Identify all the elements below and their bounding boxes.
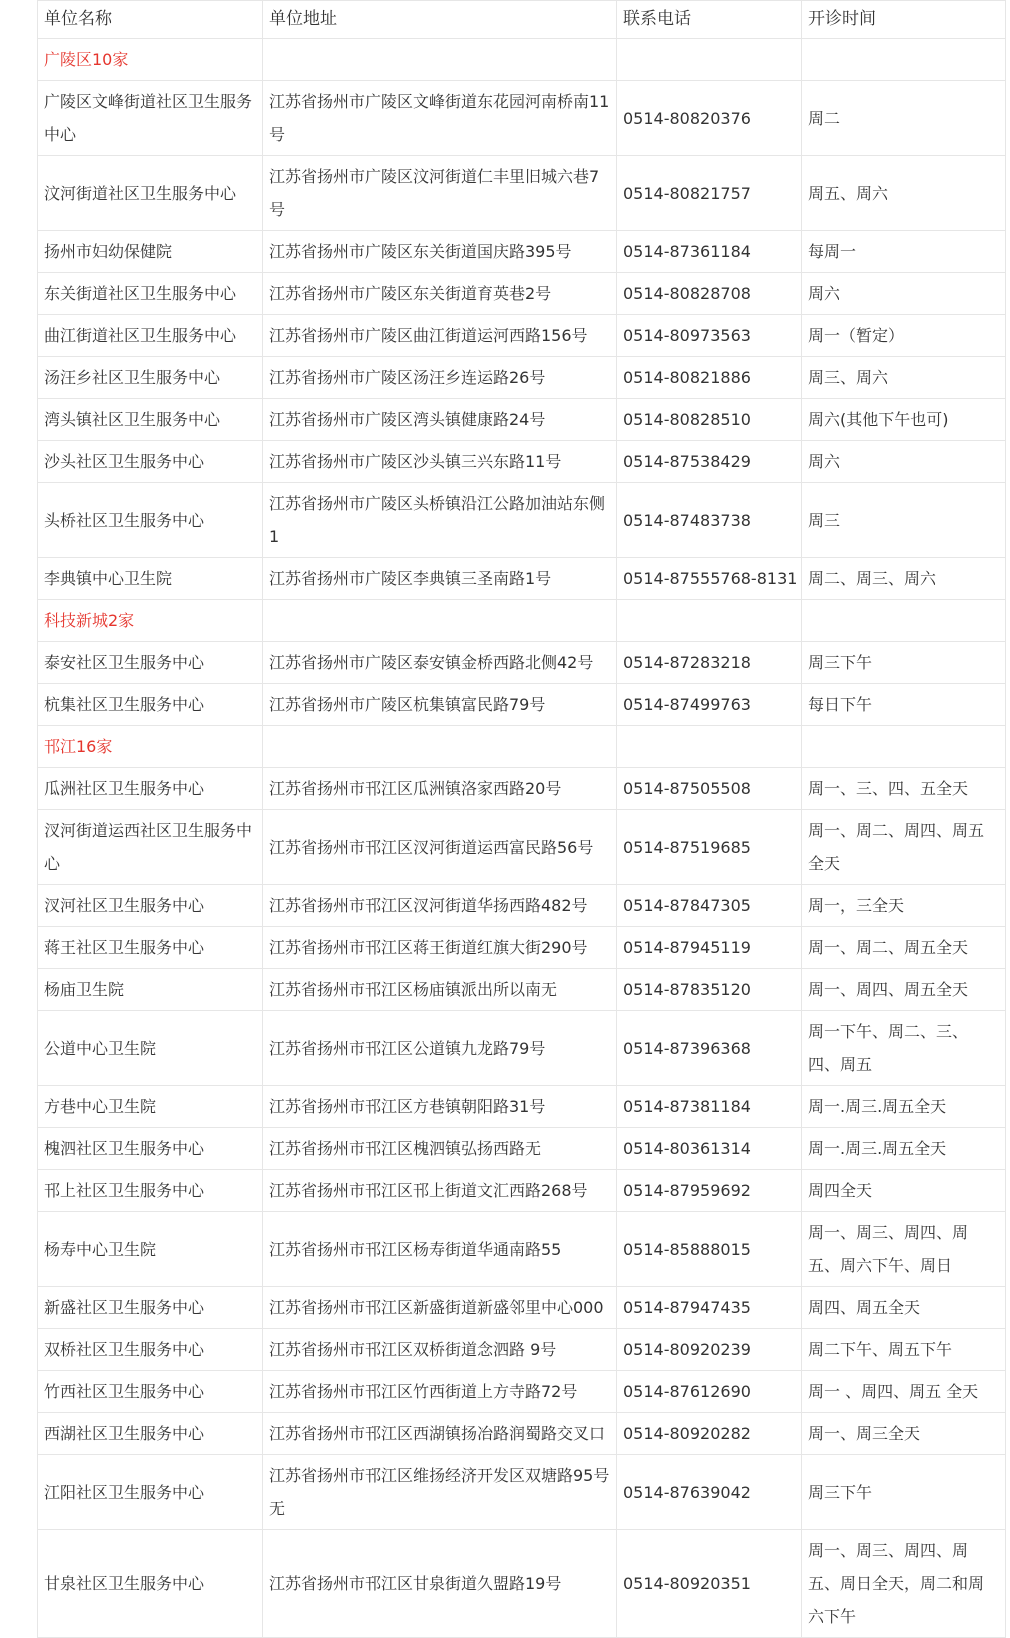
table-row: [38, 399, 1006, 441]
opening-hours-cell: 周一（暂定）: [802, 315, 1006, 357]
phone-cell: 0514-85888015: [617, 1212, 802, 1287]
table-row: [38, 1287, 1006, 1329]
unit-address-cell: 江苏省扬州市邗江区邗上街道文汇西路268号: [263, 1170, 617, 1212]
opening-hours-cell: 周六: [802, 441, 1006, 483]
unit-name-cell: 汊河街道运西社区卫生服务中心: [38, 810, 263, 885]
phone-cell: 0514-87505508: [617, 768, 802, 810]
phone-cell: 0514-80821757: [617, 156, 802, 231]
district-label: 邗江16家: [38, 726, 263, 768]
unit-address-cell: 江苏省扬州市邗江区维扬经济开发区双塘路95号无: [263, 1455, 617, 1530]
unit-address-cell: 江苏省扬州市邗江区蒋王街道红旗大街290号: [263, 927, 617, 969]
phone-cell: 0514-87945119: [617, 927, 802, 969]
table-row: [38, 684, 1006, 726]
district-row: [38, 39, 1006, 81]
unit-address-cell: 江苏省扬州市广陵区泰安镇金桥西路北侧42号: [263, 642, 617, 684]
phone-cell: 0514-87612690: [617, 1371, 802, 1413]
unit-name-cell: 竹西社区卫生服务中心: [38, 1371, 263, 1413]
unit-name-cell: 杭集社区卫生服务中心: [38, 684, 263, 726]
opening-hours-cell: 周六(其他下午也可): [802, 399, 1006, 441]
unit-name-cell: 瓜洲社区卫生服务中心: [38, 768, 263, 810]
table-row: [38, 1212, 1006, 1287]
opening-hours-cell: 周一.周三.周五全天: [802, 1128, 1006, 1170]
phone-cell: 0514-87361184: [617, 231, 802, 273]
phone-cell: 0514-87847305: [617, 885, 802, 927]
unit-name-cell: 邗上社区卫生服务中心: [38, 1170, 263, 1212]
district-row: [38, 726, 1006, 768]
unit-address-cell: 江苏省扬州市邗江区西湖镇扬冶路润蜀路交叉口: [263, 1413, 617, 1455]
table-body: [38, 39, 1006, 1638]
table-row: [38, 1530, 1006, 1638]
opening-hours-cell: 周三、周六: [802, 357, 1006, 399]
unit-name-cell: 槐泗社区卫生服务中心: [38, 1128, 263, 1170]
unit-name-cell: 新盛社区卫生服务中心: [38, 1287, 263, 1329]
unit-address-cell: 江苏省扬州市广陵区汤汪乡连运路26号: [263, 357, 617, 399]
unit-name-cell: 湾头镇社区卫生服务中心: [38, 399, 263, 441]
opening-hours-cell: 周四全天: [802, 1170, 1006, 1212]
opening-hours-cell: 周二: [802, 81, 1006, 156]
phone-cell: 0514-80973563: [617, 315, 802, 357]
table-row: [38, 315, 1006, 357]
empty-cell: [263, 39, 617, 81]
opening-hours-cell: 周一、周三、周四、周五、周日全天，周二和周六下午: [802, 1530, 1006, 1638]
opening-hours-cell: 周一 、周四、周五 全天: [802, 1371, 1006, 1413]
table-row: [38, 1170, 1006, 1212]
unit-address-cell: 江苏省扬州市邗江区甘泉街道久盟路19号: [263, 1530, 617, 1638]
opening-hours-cell: 周二下午、周五下午: [802, 1329, 1006, 1371]
unit-address-cell: 江苏省扬州市广陵区沙头镇三兴东路11号: [263, 441, 617, 483]
header-address: 单位地址: [263, 1, 617, 39]
unit-name-cell: 东关街道社区卫生服务中心: [38, 273, 263, 315]
table-row: [38, 969, 1006, 1011]
opening-hours-cell: 周五、周六: [802, 156, 1006, 231]
clinic-table-container: [37, 0, 1005, 1638]
unit-address-cell: 江苏省扬州市广陵区东关街道育英巷2号: [263, 273, 617, 315]
table-row: [38, 273, 1006, 315]
unit-name-cell: 杨寿中心卫生院: [38, 1212, 263, 1287]
phone-cell: 0514-80920282: [617, 1413, 802, 1455]
table-row: [38, 156, 1006, 231]
table-row: [38, 231, 1006, 273]
opening-hours-cell: 周一下午、周二、三、四、周五: [802, 1011, 1006, 1086]
empty-cell: [802, 600, 1006, 642]
opening-hours-cell: 周三下午: [802, 1455, 1006, 1530]
table-row: [38, 642, 1006, 684]
unit-address-cell: 江苏省扬州市邗江区瓜洲镇洛家西路20号: [263, 768, 617, 810]
unit-name-cell: 头桥社区卫生服务中心: [38, 483, 263, 558]
phone-cell: 0514-87483738: [617, 483, 802, 558]
unit-name-cell: 汤汪乡社区卫生服务中心: [38, 357, 263, 399]
table-row: [38, 1128, 1006, 1170]
unit-name-cell: 泰安社区卫生服务中心: [38, 642, 263, 684]
table-row: [38, 885, 1006, 927]
unit-name-cell: 公道中心卫生院: [38, 1011, 263, 1086]
district-label: 广陵区10家: [38, 39, 263, 81]
table-row: [38, 927, 1006, 969]
header-phone: 联系电话: [617, 1, 802, 39]
table-row: [38, 1329, 1006, 1371]
table-row: [38, 483, 1006, 558]
header-name: 单位名称: [38, 1, 263, 39]
unit-address-cell: 江苏省扬州市邗江区公道镇九龙路79号: [263, 1011, 617, 1086]
opening-hours-cell: 周三: [802, 483, 1006, 558]
unit-address-cell: 江苏省扬州市广陵区头桥镇沿江公路加油站东侧1: [263, 483, 617, 558]
unit-address-cell: 江苏省扬州市广陵区汶河街道仁丰里旧城六巷7号: [263, 156, 617, 231]
unit-name-cell: 李典镇中心卫生院: [38, 558, 263, 600]
header-hours: 开诊时间: [802, 1, 1006, 39]
opening-hours-cell: 周一、周三全天: [802, 1413, 1006, 1455]
opening-hours-cell: 每日下午: [802, 684, 1006, 726]
empty-cell: [617, 726, 802, 768]
unit-name-cell: 杨庙卫生院: [38, 969, 263, 1011]
unit-name-cell: 江阳社区卫生服务中心: [38, 1455, 263, 1530]
opening-hours-cell: 周二、周三、周六: [802, 558, 1006, 600]
unit-name-cell: 双桥社区卫生服务中心: [38, 1329, 263, 1371]
opening-hours-cell: 周一、周四、周五全天: [802, 969, 1006, 1011]
unit-address-cell: 江苏省扬州市邗江区汊河街道华扬西路482号: [263, 885, 617, 927]
phone-cell: 0514-87555768-8131: [617, 558, 802, 600]
unit-address-cell: 江苏省扬州市邗江区汊河街道运西富民路56号: [263, 810, 617, 885]
opening-hours-cell: 周三下午: [802, 642, 1006, 684]
table-row: [38, 441, 1006, 483]
table-row: [38, 1455, 1006, 1530]
phone-cell: 0514-87519685: [617, 810, 802, 885]
clinic-table: [37, 0, 1006, 1638]
unit-address-cell: 江苏省扬州市邗江区方巷镇朝阳路31号: [263, 1086, 617, 1128]
phone-cell: 0514-80828510: [617, 399, 802, 441]
phone-cell: 0514-87538429: [617, 441, 802, 483]
unit-name-cell: 沙头社区卫生服务中心: [38, 441, 263, 483]
unit-name-cell: 汊河社区卫生服务中心: [38, 885, 263, 927]
phone-cell: 0514-80361314: [617, 1128, 802, 1170]
unit-address-cell: 江苏省扬州市邗江区杨庙镇派出所以南无: [263, 969, 617, 1011]
table-row: [38, 1011, 1006, 1086]
table-row: [38, 768, 1006, 810]
opening-hours-cell: 每周一: [802, 231, 1006, 273]
phone-cell: 0514-87947435: [617, 1287, 802, 1329]
opening-hours-cell: 周四、周五全天: [802, 1287, 1006, 1329]
unit-name-cell: 广陵区文峰街道社区卫生服务中心: [38, 81, 263, 156]
table-row: [38, 1086, 1006, 1128]
unit-address-cell: 江苏省扬州市广陵区杭集镇富民路79号: [263, 684, 617, 726]
phone-cell: 0514-87381184: [617, 1086, 802, 1128]
unit-address-cell: 江苏省扬州市广陵区曲江街道运河西路156号: [263, 315, 617, 357]
unit-address-cell: 江苏省扬州市广陵区文峰街道东花园河南桥南11号: [263, 81, 617, 156]
unit-name-cell: 方巷中心卫生院: [38, 1086, 263, 1128]
empty-cell: [802, 39, 1006, 81]
opening-hours-cell: 周六: [802, 273, 1006, 315]
phone-cell: 0514-80820376: [617, 81, 802, 156]
opening-hours-cell: 周一、周三、周四、周五、周六下午、周日: [802, 1212, 1006, 1287]
unit-address-cell: 江苏省扬州市广陵区李典镇三圣南路1号: [263, 558, 617, 600]
unit-address-cell: 江苏省扬州市邗江区新盛街道新盛邻里中心000: [263, 1287, 617, 1329]
opening-hours-cell: 周一，三全天: [802, 885, 1006, 927]
unit-address-cell: 江苏省扬州市广陵区湾头镇健康路24号: [263, 399, 617, 441]
unit-address-cell: 江苏省扬州市邗江区杨寿街道华通南路55: [263, 1212, 617, 1287]
empty-cell: [263, 726, 617, 768]
table-header-row: [38, 1, 1006, 39]
phone-cell: 0514-80920239: [617, 1329, 802, 1371]
empty-cell: [802, 726, 1006, 768]
empty-cell: [617, 39, 802, 81]
opening-hours-cell: 周一、周二、周五全天: [802, 927, 1006, 969]
table-row: [38, 1413, 1006, 1455]
unit-address-cell: 江苏省扬州市邗江区双桥街道念泗路 9号: [263, 1329, 617, 1371]
phone-cell: 0514-80828708: [617, 273, 802, 315]
phone-cell: 0514-80920351: [617, 1530, 802, 1638]
unit-address-cell: 江苏省扬州市邗江区竹西街道上方寺路72号: [263, 1371, 617, 1413]
unit-name-cell: 曲江街道社区卫生服务中心: [38, 315, 263, 357]
district-label: 科技新城2家: [38, 600, 263, 642]
opening-hours-cell: 周一.周三.周五全天: [802, 1086, 1006, 1128]
table-row: [38, 357, 1006, 399]
table-row: [38, 1371, 1006, 1413]
unit-name-cell: 扬州市妇幼保健院: [38, 231, 263, 273]
phone-cell: 0514-87499763: [617, 684, 802, 726]
unit-name-cell: 汶河街道社区卫生服务中心: [38, 156, 263, 231]
table-row: [38, 558, 1006, 600]
empty-cell: [617, 600, 802, 642]
phone-cell: 0514-87283218: [617, 642, 802, 684]
phone-cell: 0514-80821886: [617, 357, 802, 399]
district-row: [38, 600, 1006, 642]
unit-address-cell: 江苏省扬州市广陵区东关街道国庆路395号: [263, 231, 617, 273]
phone-cell: 0514-87396368: [617, 1011, 802, 1086]
unit-address-cell: 江苏省扬州市邗江区槐泗镇弘扬西路无: [263, 1128, 617, 1170]
phone-cell: 0514-87959692: [617, 1170, 802, 1212]
opening-hours-cell: 周一、三、四、五全天: [802, 768, 1006, 810]
unit-name-cell: 蒋王社区卫生服务中心: [38, 927, 263, 969]
table-row: [38, 81, 1006, 156]
phone-cell: 0514-87639042: [617, 1455, 802, 1530]
opening-hours-cell: 周一、周二、周四、周五全天: [802, 810, 1006, 885]
table-row: [38, 810, 1006, 885]
unit-name-cell: 西湖社区卫生服务中心: [38, 1413, 263, 1455]
unit-name-cell: 甘泉社区卫生服务中心: [38, 1530, 263, 1638]
empty-cell: [263, 600, 617, 642]
phone-cell: 0514-87835120: [617, 969, 802, 1011]
